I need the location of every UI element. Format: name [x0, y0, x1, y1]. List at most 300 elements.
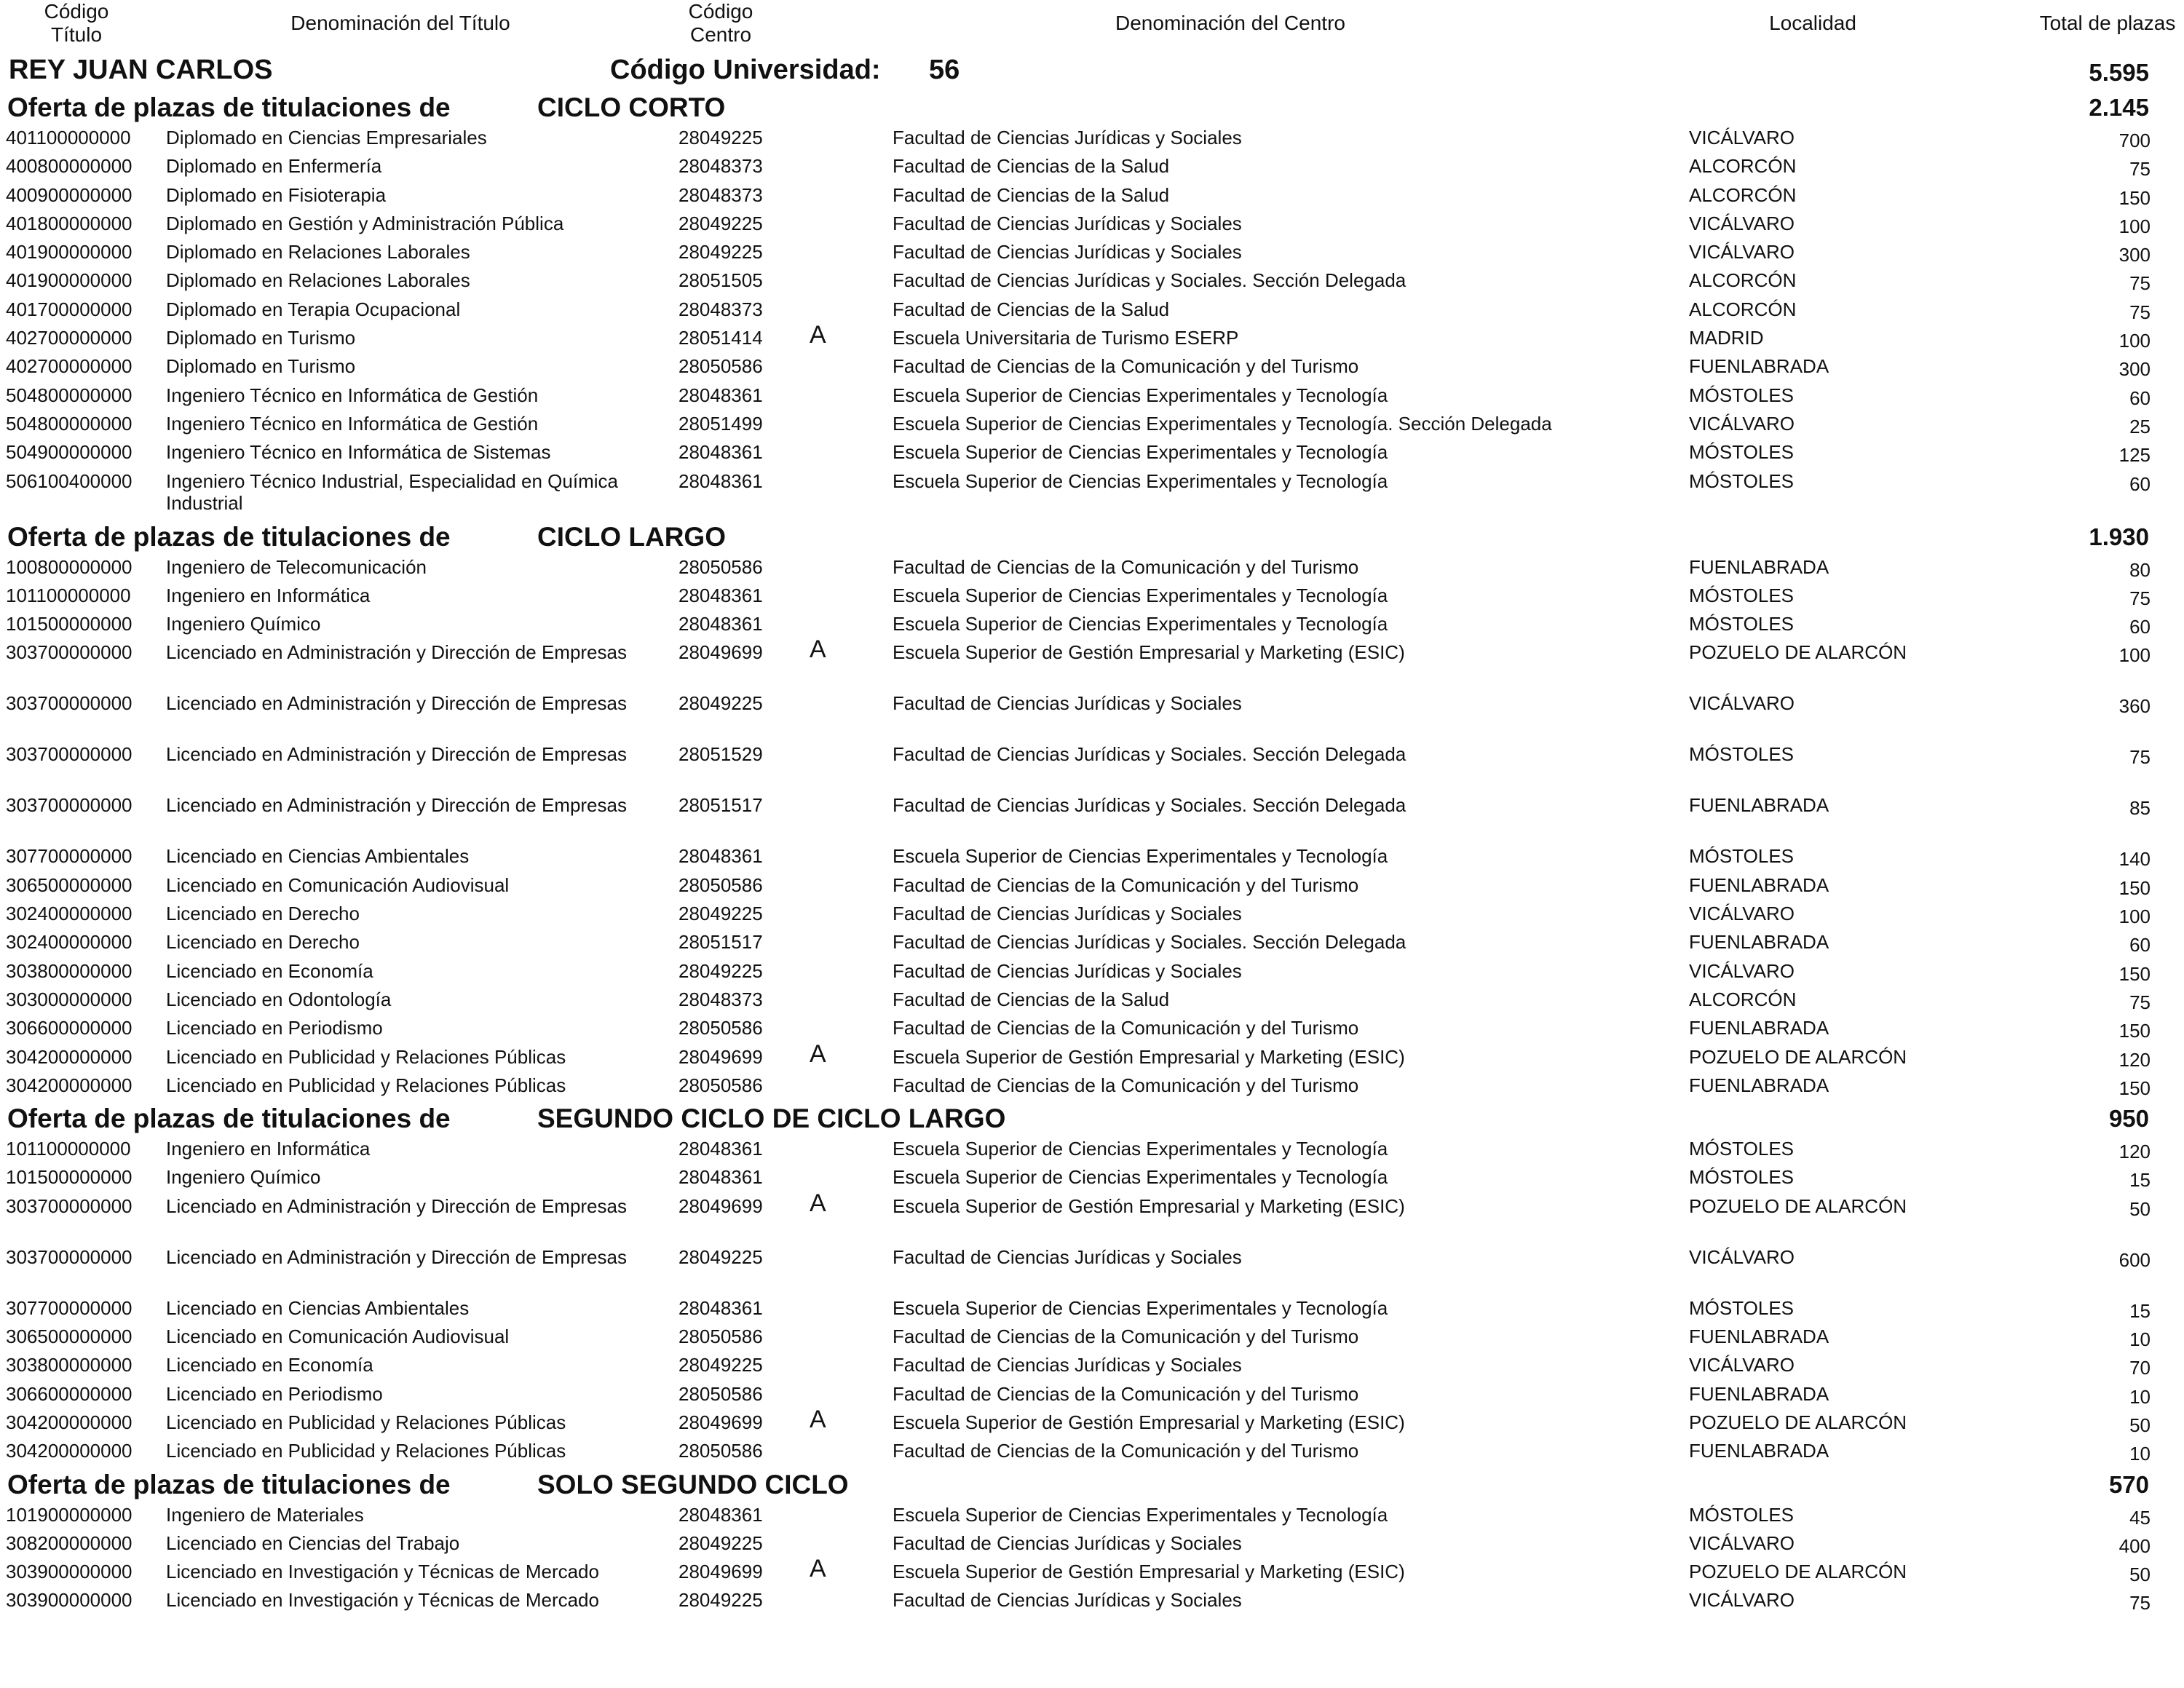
- centro-name: Facultad de Ciencias de la Comunicación y del Turismo: [893, 1074, 1359, 1096]
- titulo-name: Ingeniero Técnico en Informática de Gestión: [166, 384, 539, 406]
- titulo-name: Ingeniero de Telecomunicación: [166, 555, 427, 578]
- adscrito-mark: A: [810, 635, 826, 664]
- titulo-name: Diplomado en Terapia Ocupacional: [166, 298, 461, 320]
- centro-code: 28050586: [678, 555, 763, 578]
- header-denominacion-centro: Denominación del Centro: [1115, 12, 1345, 34]
- centro-name: Facultad de Ciencias de la Comunicación y del Turismo: [893, 1440, 1359, 1462]
- centro-code: 28048361: [678, 1138, 763, 1160]
- plazas-count: 360: [2118, 695, 2151, 718]
- centro-code: 28049225: [678, 212, 763, 234]
- localidad: MADRID: [1689, 327, 1764, 349]
- localidad: VICÁLVARO: [1689, 903, 1795, 925]
- table-row: [0, 296, 2184, 324]
- table-row: [0, 124, 2184, 152]
- titulo-code: 303800000000: [6, 959, 132, 982]
- adscrito-mark: A: [810, 1039, 826, 1068]
- centro-code: 28049225: [678, 1532, 763, 1554]
- centro-name: Escuela Superior de Ciencias Experimentales y Tecnología: [893, 845, 1388, 868]
- localidad: VICÁLVARO: [1689, 1532, 1795, 1554]
- localidad: VICÁLVARO: [1689, 412, 1795, 435]
- section-label: Oferta de plazas de titulaciones de: [7, 1469, 451, 1499]
- titulo-name: Ingeniero Técnico en Informática de Gestión: [166, 412, 539, 435]
- table-row: [0, 410, 2184, 438]
- table-row: [0, 352, 2184, 381]
- localidad: FUENLABRADA: [1689, 1326, 1829, 1348]
- centro-name: Escuela Superior de Gestión Empresarial y Marketing (ESIC): [893, 1411, 1405, 1433]
- titulo-name: Licenciado en Periodismo: [166, 1017, 383, 1039]
- table-row: [0, 266, 2184, 295]
- localidad: MÓSTOLES: [1689, 1138, 1795, 1160]
- plazas-count: 125: [2118, 444, 2151, 467]
- localidad: ALCORCÓN: [1689, 155, 1797, 178]
- table-row: [0, 1323, 2184, 1351]
- table-row: [0, 1437, 2184, 1465]
- centro-code: 28048361: [678, 1166, 763, 1189]
- centro-code: 28048361: [678, 584, 763, 606]
- centro-name: Facultad de Ciencias Jurídicas y Sociales: [893, 959, 1242, 982]
- titulo-code: 101500000000: [6, 1166, 132, 1189]
- plazas-count: 75: [2129, 1592, 2151, 1614]
- table-row: [0, 1351, 2184, 1379]
- table-row: [0, 928, 2184, 956]
- titulo-name: Licenciado en Administración y Dirección de Empresas: [166, 1194, 627, 1217]
- section-cycle: SEGUNDO CICLO DE CICLO LARGO: [537, 1103, 1006, 1134]
- plazas-count: 60: [2129, 387, 2151, 409]
- table-row: [0, 986, 2184, 1014]
- table-row: [0, 210, 2184, 238]
- plazas-count: 120: [2118, 1141, 2151, 1163]
- titulo-code: 303700000000: [6, 1194, 132, 1217]
- titulo-code: 401100000000: [6, 127, 131, 148]
- titulo-code: 100800000000: [6, 555, 132, 578]
- titulo-name: Licenciado en Ciencias del Trabajo: [166, 1532, 460, 1554]
- plazas-count: 150: [2118, 876, 2151, 899]
- centro-name: Facultad de Ciencias de la Salud: [893, 298, 1170, 320]
- titulo-name: Licenciado en Derecho: [166, 931, 360, 954]
- localidad: FUENLABRADA: [1689, 355, 1829, 378]
- titulo-code: 303700000000: [6, 1245, 132, 1268]
- titulo-code: 101100000000: [6, 1138, 131, 1160]
- adscrito-mark: A: [810, 1555, 826, 1583]
- titulo-name: Licenciado en Ciencias Ambientales: [166, 845, 470, 868]
- plazas-count: 60: [2129, 472, 2151, 495]
- section-total: 570: [2108, 1470, 2149, 1498]
- centro-name: Escuela Superior de Gestión Empresarial y Marketing (ESIC): [893, 1045, 1405, 1068]
- plazas-count: 80: [2129, 558, 2151, 581]
- centro-name: Escuela Superior de Gestión Empresarial y Marketing (ESIC): [893, 1561, 1405, 1583]
- titulo-code: 506100400000: [6, 469, 132, 492]
- centro-code: 28051517: [678, 931, 763, 954]
- table-row: [0, 467, 2184, 518]
- plazas-count: 300: [2118, 358, 2151, 381]
- titulo-code: 303000000000: [6, 988, 132, 1010]
- plazas-count: 75: [2129, 991, 2151, 1013]
- table-row: [0, 900, 2184, 928]
- localidad: MÓSTOLES: [1689, 1166, 1795, 1189]
- table-row: [0, 1163, 2184, 1192]
- table-row: [0, 152, 2184, 181]
- titulo-code: 504800000000: [6, 384, 132, 406]
- centro-name: Facultad de Ciencias Jurídicas y Sociales: [893, 1354, 1242, 1376]
- table-row: [0, 1039, 2184, 1071]
- section-header: [0, 1100, 2184, 1135]
- localidad: VICÁLVARO: [1689, 1589, 1795, 1612]
- adscrito-mark: A: [810, 1189, 826, 1217]
- localidad: MÓSTOLES: [1689, 584, 1795, 606]
- localidad: MÓSTOLES: [1689, 845, 1795, 868]
- titulo-code: 303700000000: [6, 794, 132, 817]
- localidad: FUENLABRADA: [1689, 1382, 1829, 1405]
- centro-name: Facultad de Ciencias Jurídicas y Sociales. Sección Delegada: [893, 269, 1406, 292]
- university-code: 56: [929, 55, 960, 85]
- centro-name: Facultad de Ciencias de la Comunicación y del Turismo: [893, 1017, 1359, 1039]
- table-row: [0, 321, 2184, 352]
- localidad: FUENLABRADA: [1689, 873, 1829, 896]
- column-header-row: [0, 0, 2184, 51]
- titulo-code: 504800000000: [6, 412, 132, 435]
- localidad: MÓSTOLES: [1689, 1296, 1795, 1319]
- plazas-count: 300: [2118, 244, 2151, 266]
- plazas-count: 60: [2129, 934, 2151, 956]
- localidad: VICÁLVARO: [1689, 959, 1795, 982]
- plazas-count: 10: [2129, 1443, 2151, 1465]
- centro-name: Facultad de Ciencias Jurídicas y Sociales: [893, 241, 1242, 263]
- plazas-count: 150: [2118, 962, 2151, 985]
- table-row: [0, 689, 2184, 740]
- section-header: [0, 89, 2184, 124]
- centro-code: 28048361: [678, 384, 763, 406]
- titulo-name: Licenciado en Periodismo: [166, 1382, 383, 1405]
- localidad: VICÁLVARO: [1689, 212, 1795, 234]
- table-row: [0, 1243, 2184, 1294]
- centro-code: 28048361: [678, 1296, 763, 1319]
- section-total: 1.930: [2089, 523, 2149, 550]
- titulo-name: Licenciado en Investigación y Técnicas de Mercado: [166, 1561, 599, 1583]
- titulo-code: 306600000000: [6, 1017, 132, 1039]
- plazas-count: 400: [2118, 1534, 2151, 1557]
- titulo-name: Licenciado en Odontología: [166, 988, 392, 1010]
- centro-code: 28049699: [678, 1045, 763, 1068]
- localidad: MÓSTOLES: [1689, 613, 1795, 635]
- titulo-name: Diplomado en Gestión y Administración Pública: [166, 212, 564, 234]
- centro-code: 28049225: [678, 692, 763, 715]
- adscrito-mark: A: [810, 321, 826, 349]
- plazas-count: 140: [2118, 848, 2151, 871]
- titulo-name: Ingeniero en Informática: [166, 584, 371, 606]
- titulo-name: Diplomado en Turismo: [166, 327, 356, 349]
- centro-code: 28051517: [678, 794, 763, 817]
- centro-code: 28049699: [678, 1561, 763, 1583]
- titulo-name: Licenciado en Publicidad y Relaciones Públicas: [166, 1440, 566, 1462]
- titulo-name: Licenciado en Administración y Dirección de Empresas: [166, 641, 627, 664]
- centro-code: 28050586: [678, 873, 763, 896]
- titulo-code: 304200000000: [6, 1411, 132, 1433]
- centro-code: 28049225: [678, 1354, 763, 1376]
- centro-code: 28048361: [678, 845, 763, 868]
- centro-name: Escuela Superior de Ciencias Experimentales y Tecnología: [893, 469, 1388, 492]
- centro-name: Escuela Superior de Ciencias Experimentales y Tecnología: [893, 613, 1388, 635]
- titulo-code: 303900000000: [6, 1589, 132, 1612]
- section-total: 2.145: [2089, 94, 2149, 121]
- centro-name: Facultad de Ciencias Jurídicas y Sociales: [893, 1532, 1242, 1554]
- plazas-count: 120: [2118, 1048, 2151, 1071]
- localidad: VICÁLVARO: [1689, 1354, 1795, 1376]
- titulo-code: 306600000000: [6, 1382, 132, 1405]
- plazas-count: 600: [2118, 1248, 2151, 1271]
- titulo-code: 304200000000: [6, 1074, 132, 1096]
- centro-name: Escuela Superior de Ciencias Experimentales y Tecnología: [893, 1296, 1388, 1319]
- header-codigo-titulo: Código Título: [44, 0, 109, 46]
- centro-name: Facultad de Ciencias Jurídicas y Sociales. Sección Delegada: [893, 743, 1406, 766]
- centro-code: 28051499: [678, 412, 763, 435]
- centro-code: 28049225: [678, 241, 763, 263]
- centro-code: 28050586: [678, 1382, 763, 1405]
- centro-code: 28049225: [678, 1245, 763, 1268]
- titulo-name: Licenciado en Publicidad y Relaciones Públicas: [166, 1411, 566, 1433]
- plazas-count: 85: [2129, 797, 2151, 820]
- plazas-count: 150: [2118, 186, 2151, 209]
- centro-code: 28050586: [678, 1074, 763, 1096]
- centro-code: 28049225: [678, 127, 763, 148]
- plazas-count: 70: [2129, 1357, 2151, 1379]
- centro-name: Facultad de Ciencias de la Comunicación y del Turismo: [893, 355, 1359, 378]
- plazas-count: 100: [2118, 906, 2151, 928]
- localidad: POZUELO DE ALARCÓN: [1689, 1561, 1907, 1583]
- titulo-code: 303700000000: [6, 743, 132, 766]
- localidad: VICÁLVARO: [1689, 127, 1795, 148]
- titulo-code: 401700000000: [6, 298, 132, 320]
- titulo-code: 306500000000: [6, 1326, 132, 1348]
- localidad: MÓSTOLES: [1689, 743, 1795, 766]
- centro-code: 28050586: [678, 1017, 763, 1039]
- centro-code: 28051414: [678, 327, 763, 349]
- titulo-code: 402700000000: [6, 355, 132, 378]
- titulo-name: Licenciado en Investigación y Técnicas de Mercado: [166, 1589, 599, 1612]
- titulo-name: Licenciado en Derecho: [166, 903, 360, 925]
- localidad: MÓSTOLES: [1689, 441, 1795, 464]
- table-row: [0, 635, 2184, 689]
- titulo-code: 101500000000: [6, 613, 132, 635]
- localidad: FUENLABRADA: [1689, 555, 1829, 578]
- localidad: ALCORCÓN: [1689, 269, 1797, 292]
- localidad: FUENLABRADA: [1689, 1017, 1829, 1039]
- titulo-name: Diplomado en Ciencias Empresariales: [166, 127, 487, 148]
- adscrito-mark: A: [810, 1405, 826, 1433]
- centro-name: Escuela Superior de Ciencias Experimentales y Tecnología: [893, 441, 1388, 464]
- localidad: ALCORCÓN: [1689, 183, 1797, 206]
- centro-code: 28048361: [678, 613, 763, 635]
- titulo-code: 307700000000: [6, 1296, 132, 1319]
- centro-name: Facultad de Ciencias Jurídicas y Sociales: [893, 903, 1242, 925]
- titulo-name: Licenciado en Ciencias Ambientales: [166, 1296, 470, 1319]
- centro-code: 28048361: [678, 469, 763, 492]
- plazas-count: 10: [2129, 1328, 2151, 1351]
- centro-name: Facultad de Ciencias de la Salud: [893, 988, 1170, 1010]
- university-code-label: Código Universidad:: [610, 55, 881, 85]
- plazas-count: 15: [2129, 1299, 2151, 1322]
- plazas-count: 15: [2129, 1169, 2151, 1192]
- plazas-count: 75: [2129, 587, 2151, 609]
- localidad: FUENLABRADA: [1689, 1440, 1829, 1462]
- titulo-name: Licenciado en Publicidad y Relaciones Públicas: [166, 1045, 566, 1068]
- titulo-name: Licenciado en Administración y Dirección de Empresas: [166, 794, 627, 817]
- titulo-name: Licenciado en Economía: [166, 1354, 373, 1376]
- centro-name: Facultad de Ciencias de la Comunicación y del Turismo: [893, 555, 1359, 578]
- table-row: [0, 438, 2184, 467]
- centro-code: 28050586: [678, 355, 763, 378]
- centro-name: Escuela Superior de Ciencias Experimentales y Tecnología: [893, 384, 1388, 406]
- header-codigo-centro: Código Centro: [688, 0, 753, 46]
- titulo-name: Ingeniero Técnico Industrial, Especialidad en Química Industrial: [166, 469, 618, 514]
- centro-code: 28048373: [678, 183, 763, 206]
- localidad: FUENLABRADA: [1689, 794, 1829, 817]
- localidad: FUENLABRADA: [1689, 931, 1829, 954]
- table-row: [0, 610, 2184, 638]
- localidad: ALCORCÓN: [1689, 298, 1797, 320]
- titulo-code: 304200000000: [6, 1045, 132, 1068]
- plazas-count: 75: [2129, 746, 2151, 769]
- titulo-code: 307700000000: [6, 845, 132, 868]
- centro-name: Escuela Superior de Ciencias Experimentales y Tecnología. Sección Delegada: [893, 412, 1552, 435]
- centro-name: Facultad de Ciencias de la Comunicación y del Turismo: [893, 1382, 1359, 1405]
- titulo-name: Ingeniero Químico: [166, 613, 321, 635]
- header-denominacion-titulo: Denominación del Título: [290, 12, 510, 34]
- centro-code: 28049225: [678, 1589, 763, 1612]
- plazas-count: 75: [2129, 272, 2151, 295]
- localidad: ALCORCÓN: [1689, 988, 1797, 1010]
- centro-name: Facultad de Ciencias Jurídicas y Sociales: [893, 1589, 1242, 1612]
- titulo-code: 504900000000: [6, 441, 132, 464]
- plazas-count: 50: [2129, 1197, 2151, 1220]
- plazas-count: 150: [2118, 1077, 2151, 1099]
- titulo-name: Licenciado en Economía: [166, 959, 373, 982]
- titulo-name: Diplomado en Relaciones Laborales: [166, 269, 470, 292]
- titulo-code: 303900000000: [6, 1561, 132, 1583]
- plazas-count: 100: [2118, 330, 2151, 352]
- centro-name: Escuela Superior de Ciencias Experimentales y Tecnología: [893, 584, 1388, 606]
- table-row: [0, 842, 2184, 871]
- table-row: [0, 1501, 2184, 1529]
- titulo-name: Licenciado en Administración y Dirección de Empresas: [166, 1245, 627, 1268]
- titulo-code: 302400000000: [6, 903, 132, 925]
- localidad: POZUELO DE ALARCÓN: [1689, 1194, 1907, 1217]
- titulo-code: 400800000000: [6, 155, 132, 178]
- titulo-code: 401800000000: [6, 212, 132, 234]
- table-row: [0, 582, 2184, 610]
- header-localidad: Localidad: [1769, 12, 1856, 34]
- titulo-name: Ingeniero de Materiales: [166, 1503, 364, 1526]
- localidad: VICÁLVARO: [1689, 692, 1795, 715]
- localidad: FUENLABRADA: [1689, 1074, 1829, 1096]
- titulo-code: 302400000000: [6, 931, 132, 954]
- titulo-name: Diplomado en Enfermería: [166, 155, 382, 178]
- university-row: [0, 52, 2184, 87]
- centro-name: Escuela Superior de Gestión Empresarial y Marketing (ESIC): [893, 1194, 1405, 1217]
- section-header: [0, 518, 2184, 553]
- titulo-code: 303700000000: [6, 692, 132, 715]
- centro-code: 28048373: [678, 298, 763, 320]
- plazas-count: 150: [2118, 1020, 2151, 1042]
- table-row: [0, 1529, 2184, 1558]
- titulo-name: Diplomado en Fisioterapia: [166, 183, 387, 206]
- titulo-code: 308200000000: [6, 1532, 132, 1554]
- centro-code: 28049699: [678, 1411, 763, 1433]
- titulo-code: 101100000000: [6, 584, 131, 606]
- centro-name: Facultad de Ciencias de la Salud: [893, 183, 1170, 206]
- centro-code: 28048361: [678, 441, 763, 464]
- section-cycle: CICLO CORTO: [537, 92, 726, 122]
- titulo-name: Licenciado en Administración y Dirección de Empresas: [166, 743, 627, 766]
- localidad: MÓSTOLES: [1689, 1503, 1795, 1526]
- plazas-count: 50: [2129, 1564, 2151, 1586]
- centro-name: Facultad de Ciencias Jurídicas y Sociales: [893, 692, 1242, 715]
- titulo-code: 303700000000: [6, 641, 132, 664]
- table-row: [0, 957, 2184, 986]
- titulo-name: Licenciado en Comunicación Audiovisual: [166, 1326, 510, 1348]
- table-row: [0, 1189, 2184, 1243]
- titulo-name: Ingeniero en Informática: [166, 1138, 371, 1160]
- centro-code: 28048361: [678, 1503, 763, 1526]
- localidad: POZUELO DE ALARCÓN: [1689, 1411, 1907, 1433]
- titulo-name: Licenciado en Comunicación Audiovisual: [166, 873, 510, 896]
- centro-code: 28049225: [678, 903, 763, 925]
- centro-code: 28049699: [678, 641, 763, 664]
- plazas-count: 75: [2129, 158, 2151, 181]
- section-label: Oferta de plazas de titulaciones de: [7, 92, 451, 122]
- localidad: MÓSTOLES: [1689, 384, 1795, 406]
- plazas-count: 50: [2129, 1414, 2151, 1436]
- table-row: [0, 1380, 2184, 1408]
- centro-name: Facultad de Ciencias Jurídicas y Sociales. Sección Delegada: [893, 931, 1406, 954]
- centro-code: 28050586: [678, 1440, 763, 1462]
- table-row: [0, 1071, 2184, 1100]
- table-row: [0, 1586, 2184, 1614]
- centro-name: Escuela Superior de Ciencias Experimentales y Tecnología: [893, 1166, 1388, 1189]
- centro-name: Facultad de Ciencias de la Comunicación y del Turismo: [893, 1326, 1359, 1348]
- localidad: VICÁLVARO: [1689, 1245, 1795, 1268]
- titulo-code: 306500000000: [6, 873, 132, 896]
- section-cycle: SOLO SEGUNDO CICLO: [537, 1469, 849, 1499]
- titulo-name: Licenciado en Publicidad y Relaciones Públicas: [166, 1074, 566, 1096]
- centro-code: 28051505: [678, 269, 763, 292]
- localidad: MÓSTOLES: [1689, 469, 1795, 492]
- titulo-code: 304200000000: [6, 1440, 132, 1462]
- plazas-count: 45: [2129, 1506, 2151, 1529]
- centro-name: Escuela Superior de Gestión Empresarial y Marketing (ESIC): [893, 641, 1405, 664]
- offer-table: [0, 89, 2184, 1615]
- table-row: [0, 791, 2184, 842]
- header-total-plazas: Total de plazas: [2039, 12, 2176, 34]
- university-name: REY JUAN CARLOS: [9, 55, 273, 85]
- centro-code: 28049225: [678, 959, 763, 982]
- localidad: POZUELO DE ALARCÓN: [1689, 641, 1907, 664]
- university-total: 5.595: [2089, 59, 2149, 86]
- centro-name: Facultad de Ciencias de la Comunicación y del Turismo: [893, 873, 1359, 896]
- titulo-name: Diplomado en Turismo: [166, 355, 356, 378]
- centro-name: Facultad de Ciencias Jurídicas y Sociales: [893, 1245, 1242, 1268]
- titulo-code: 400900000000: [6, 183, 132, 206]
- table-row: [0, 1555, 2184, 1586]
- centro-name: Escuela Superior de Ciencias Experimentales y Tecnología: [893, 1138, 1388, 1160]
- centro-name: Escuela Universitaria de Turismo ESERP: [893, 327, 1239, 349]
- centro-name: Escuela Superior de Ciencias Experimentales y Tecnología: [893, 1503, 1388, 1526]
- centro-code: 28048373: [678, 155, 763, 178]
- titulo-name: Diplomado en Relaciones Laborales: [166, 241, 470, 263]
- titulo-name: Ingeniero Técnico en Informática de Sistemas: [166, 441, 551, 464]
- plazas-count: 100: [2118, 644, 2151, 667]
- centro-code: 28050586: [678, 1326, 763, 1348]
- section-label: Oferta de plazas de titulaciones de: [7, 1103, 451, 1134]
